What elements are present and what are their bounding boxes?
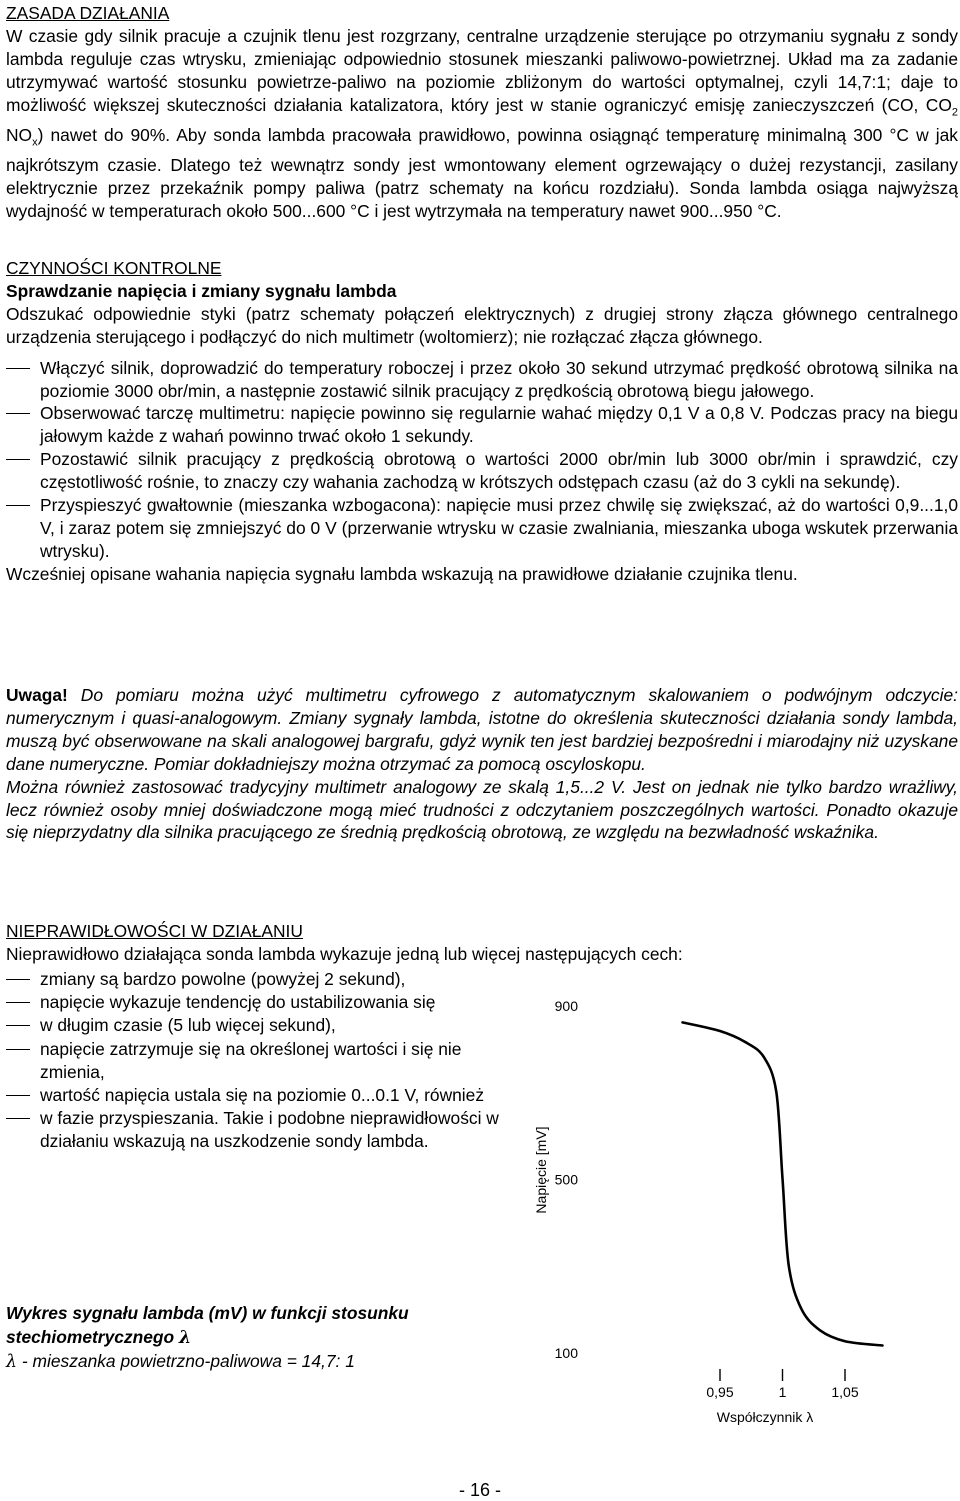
dash-bullet [6, 505, 30, 506]
checks-closing: Wcześniej opisane wahania napięcia sygnału lambda wskazują na prawidłowe działanie czujnika tlenu. [6, 563, 798, 584]
x-axis-label: Współczynnik λ [716, 1409, 814, 1425]
x-tick-label: 0,95 [706, 1384, 734, 1400]
section-heading-principle: ZASADA DZIAŁANIA [6, 3, 170, 23]
note-paragraph-1: Uwaga! Do pomiaru można użyć multimetru cyfrowego z automatycznym skalowaniem o podwójnym odczycie: numerycznym i quasi-analogowym. Zmiany sygnały lambda, istotne do określenia skuteczności działania sondy lambda, muszą być obserwowane na skali analogowej bargrafu, gdyż wynik ten jest bardziej bezpośredni i miarodajny niż uzyskane dane numeryczne. Pomiar dokładniejszy można otrzymać za pomocą oscyloskopu. [6, 685, 958, 774]
faults-list-wrap [6, 968, 526, 1154]
chart-caption [6, 1302, 526, 1375]
checks-intro: Odszukać odpowiednie styki (patrz schematy połączeń elektrycznych) z drugiej strony złącza głównego centralnego urządzenia sterującego i podłączyć do nich multimetr (woltomierz); nie rozłączać złącza głównego. [6, 303, 958, 347]
list-item: w fazie przyspieszania. Takie i podobne nieprawidłowości w działaniu wskazują na uszkodzenie sondy lambda. [6, 1107, 526, 1153]
section-heading-checks: CZYNNOŚCI KONTROLNE [6, 258, 222, 278]
y-tick-label: 100 [554, 1345, 578, 1361]
caption-line-1: Wykres sygnału lambda (mV) w funkcji stosunku stechiometrycznego λ [6, 1303, 409, 1348]
faults-list [6, 968, 526, 1154]
y-tick-label: 900 [554, 998, 578, 1014]
dash-bullet [6, 413, 30, 414]
list-item: wartość napięcia ustala się na poziomie 0...0.1 V, również [6, 1084, 526, 1107]
dash-bullet [6, 979, 30, 980]
section-principle [6, 2, 958, 223]
dash-bullet [6, 1095, 30, 1096]
dash-bullet [6, 368, 30, 369]
checks-list [6, 357, 958, 563]
list-item: zmiany są bardzo powolne (powyżej 2 sekund), [6, 968, 526, 991]
dash-bullet [6, 1118, 30, 1119]
note-paragraph-2: Można również zastosować tradycyjny multimetr analogowy ze skalą 1,5...2 V. Jest on jednak nie tylko bardzo wrażliwy, lecz również osoby mniej doświadczone mogą mieć trudności z odczytaniem poszczególnych wartości. Ponadto okazuje się nieprzydatny dla silnika pracującego ze średnią prędkością obrotową, ze względu na bezwładność wskaźnika. [6, 776, 958, 843]
list-item: Pozostawić silnik pracujący z prędkością obrotową o wartości 2000 obr/min lub 3000 obr/min i sprawdzić, czy częstotliwość rośnie, to znaczy czy wahania zachodzą w krótszych odstępach czasu (aż do 3 cykli na sekundę). [6, 448, 958, 494]
x-tick-label: 1,05 [831, 1384, 859, 1400]
dash-bullet [6, 1025, 30, 1026]
section-heading-faults: NIEPRAWIDŁOWOŚCI W DZIAŁANIU [6, 921, 303, 941]
caption-line-2: λ - mieszanka powietrzno-paliwowa = 14,7: 1 [6, 1351, 355, 1372]
section-checks [6, 257, 958, 586]
page-number: - 16 - [458, 1480, 501, 1500]
list-item: Obserwować tarczę multimetru: napięcie powinno się regularnie wahać między 0,1 V a 0,8 V. Podczas pracy na biegu jałowym każde z wahań powinno trwać około 1 sekundy. [6, 402, 958, 448]
dash-bullet [6, 1049, 30, 1050]
section-faults-heading [6, 920, 958, 966]
x-tick-label: 1 [778, 1384, 787, 1400]
subheading-voltage-check: Sprawdzanie napięcia i zmiany sygnału lambda [6, 280, 397, 301]
lambda-curve [683, 1022, 883, 1345]
note-label: Uwaga! [6, 685, 68, 705]
list-item: Włączyć silnik, doprowadzić do temperatury roboczej i przez około 30 sekund utrzymać prędkość obrotową silnika na poziomie 3000 obr/min, a następnie zostawić silnik pracujący z prędkością obrotową biegu jałowego. [6, 357, 958, 403]
list-item: napięcie wykazuje tendencję do ustabilizowania się [6, 991, 526, 1014]
list-item: Przyspieszyć gwałtownie (mieszanka wzbogacona): napięcie musi przez chwilę się zwiększać, aż do wartości 0,9...1,0 V, i zaraz potem się zmniejszyć do 0 V (przerwanie wtrysku w czasie zwalniania, mieszanka uboga wskutek przerwania wtrysku). [6, 494, 958, 563]
list-item: w długim czasie (5 lub więcej sekund), [6, 1014, 526, 1037]
y-tick-label: 500 [554, 1171, 578, 1188]
y-axis-label: Napięcie [mV] [533, 1126, 549, 1214]
note-block [6, 684, 958, 844]
faults-intro: Nieprawidłowo działająca sonda lambda wykazuje jedną lub więcej następujących cech: [6, 943, 683, 964]
dash-bullet [6, 459, 30, 460]
dash-bullet [6, 1002, 30, 1003]
list-item: napięcie zatrzymuje się na określonej wartości i się nie zmienia, [6, 1038, 526, 1084]
chart-area [533, 998, 883, 1425]
principle-paragraph: W czasie gdy silnik pracuje a czujnik tlenu jest rozgrzany, centralne urządzenie sterujące po otrzymaniu sygnału z sondy lambda reguluje czas wtrysku, zmieniając odpowiednio stosunek mieszanki paliwowo-powietrznej. Układ ma za zadanie utrzymywać wartość stosunku powietrze-paliwo na poziomie zbliżonym do wartości optymalnej, czyli 14,7:1; daje to możliwość większej skuteczności działania katalizatora, który jest w stanie ograniczyć emisję zanieczyszczeń (CO, $CO_2$ $NO_x$) nawet do 90%. Aby sonda lambda pracowała prawidłowo, powinna osiągnąć temperaturę minimalną 300 °C w jak najkrótszym czasie. Dlatego też wewnątrz sondy jest wmontowany element ogrzewający o dużej rezystancji, zasilany elektrycznie przez przekaźnik pompy paliwa (patrz schematy na końcu rozdziału). Sonda lambda osiąga najwyższą wydajność w temperaturach około 500...600 °C i jest wytrzymała na temperatury nawet 900...950 °C. [6, 25, 958, 222]
